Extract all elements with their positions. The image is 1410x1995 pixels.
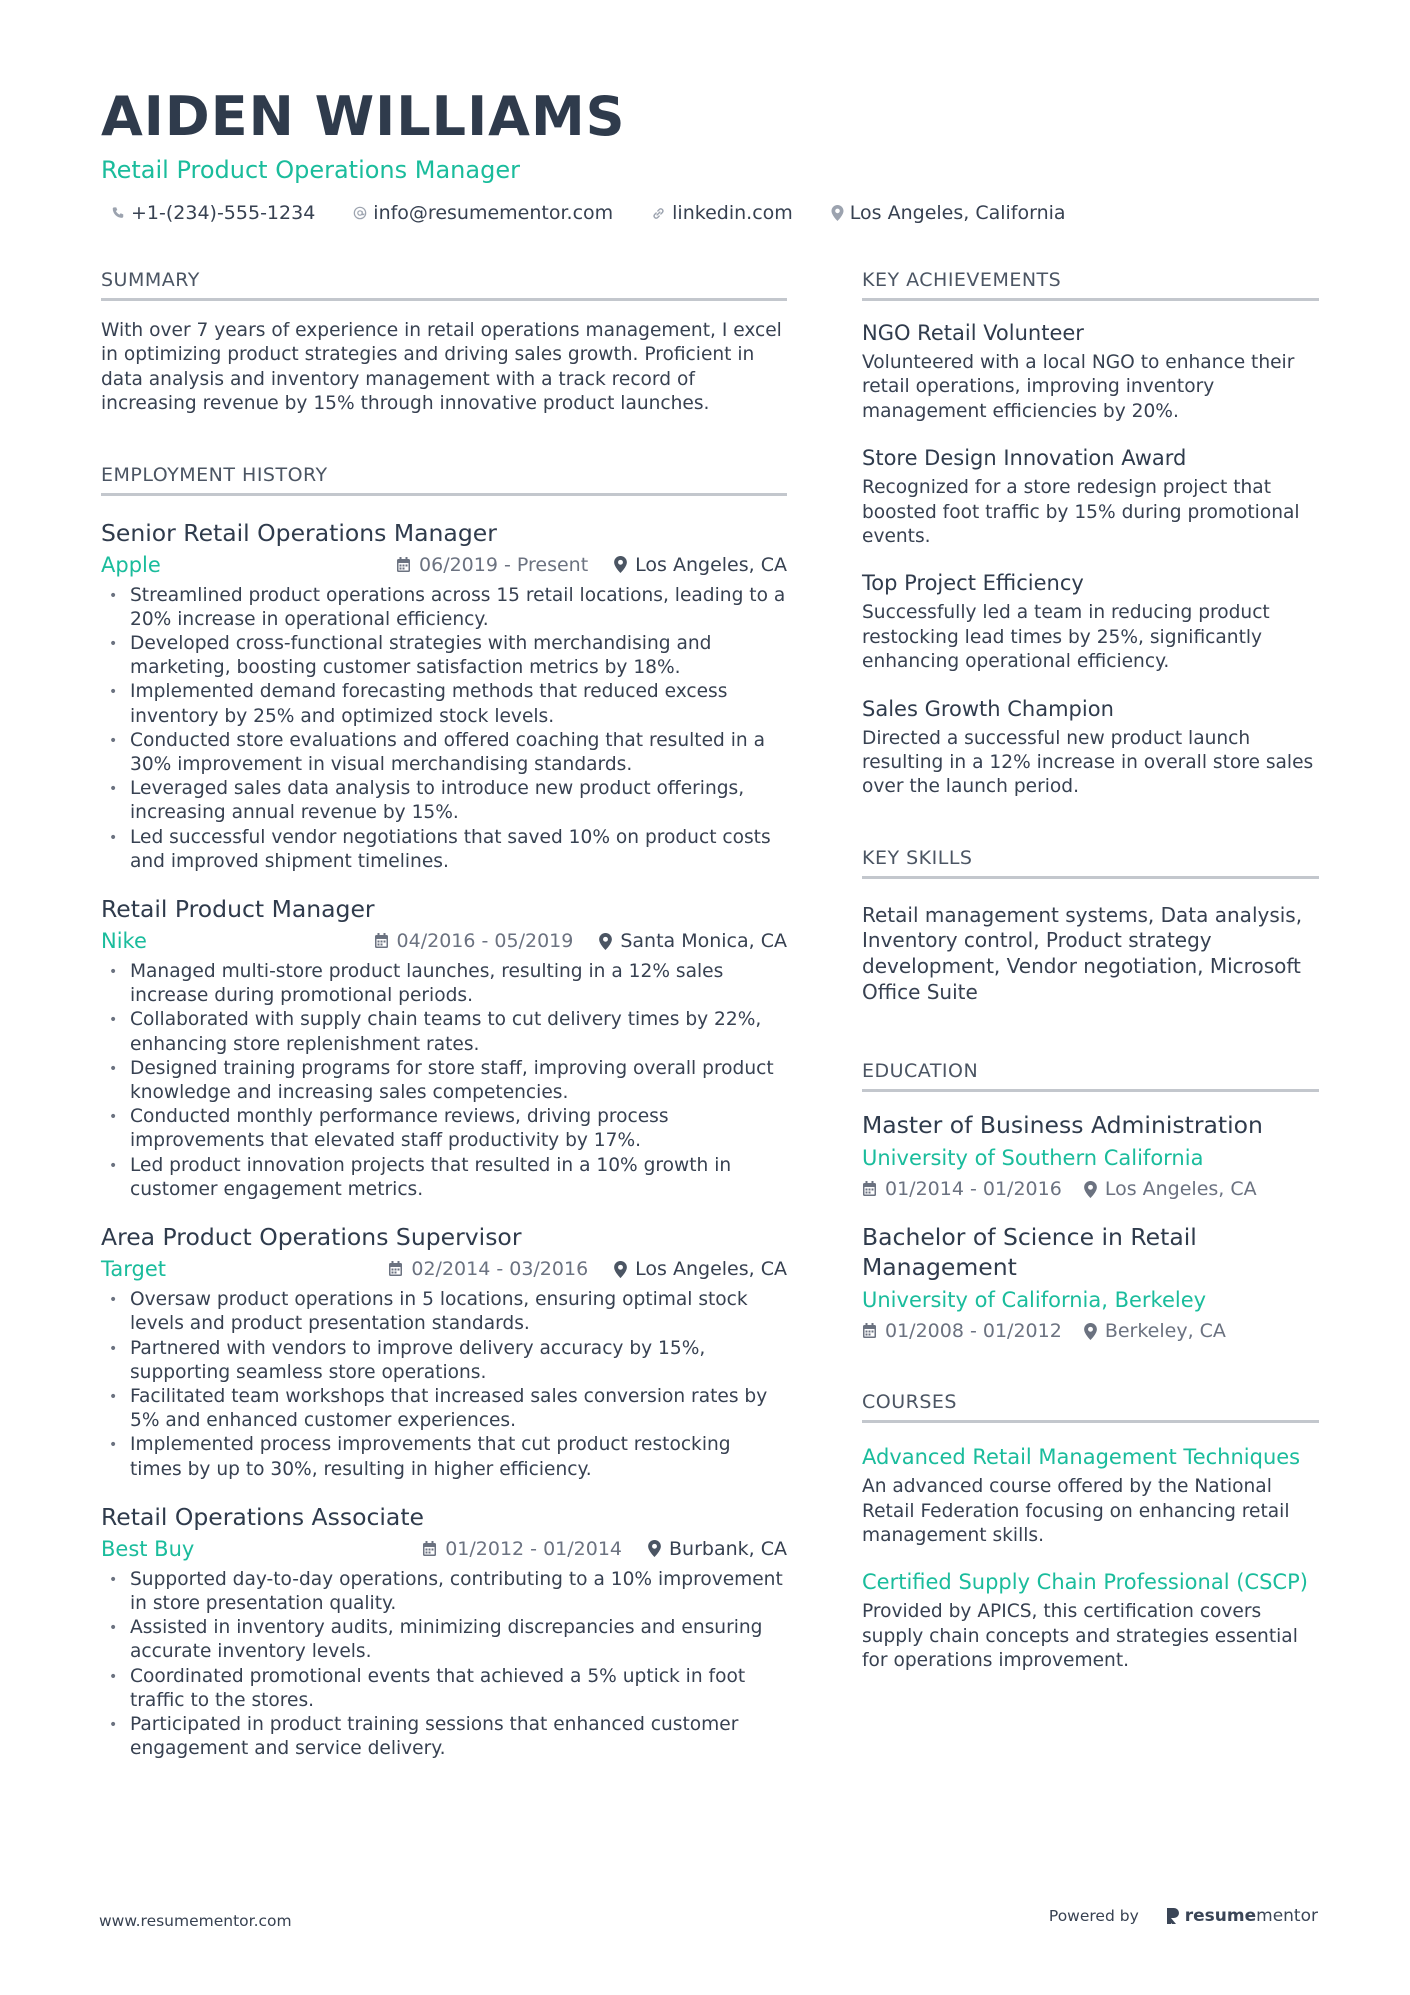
bullet-item: • Collaborated with supply chain teams to cut delivery times by 22%, enhancing store replenishment rates. bbox=[101, 1008, 787, 1056]
right-column bbox=[862, 268, 1319, 1674]
contact-bar bbox=[101, 202, 1321, 224]
achievement-title: Store Design Innovation Award bbox=[862, 446, 1187, 471]
education-school: University of California, Berkeley bbox=[862, 1288, 1207, 1313]
company-name: Nike bbox=[101, 929, 147, 954]
bullet-item: • Implemented demand forecasting methods that reduced excess inventory by 25% and optimized stock levels. bbox=[101, 680, 787, 728]
resume-header bbox=[101, 86, 1321, 224]
calendar-icon bbox=[862, 1323, 877, 1339]
job-title: Senior Retail Operations Manager bbox=[101, 518, 497, 547]
bullet-item: • Streamlined product operations across 15 retail locations, leading to a 20% increase in operational efficiency. bbox=[101, 584, 787, 632]
job-title: Area Product Operations Supervisor bbox=[101, 1223, 522, 1252]
bullet-item: • Managed multi-store product launches, resulting in a 12% sales increase during promotional periods. bbox=[101, 960, 787, 1008]
course-title: Certified Supply Chain Professional (CSCP) bbox=[862, 1570, 1308, 1595]
job-dates bbox=[374, 928, 574, 954]
company-name: Apple bbox=[101, 552, 161, 577]
bullet-item: • Developed cross-functional strategies with merchandising and marketing, boosting customer satisfaction metrics by 18%. bbox=[101, 632, 787, 680]
job-meta bbox=[396, 552, 787, 578]
job-dates-text: 06/2019 - Present bbox=[419, 553, 589, 576]
link-icon bbox=[651, 206, 666, 221]
education-item bbox=[862, 1110, 1319, 1202]
job-dates bbox=[422, 1536, 622, 1562]
education-location-text: Berkeley, CA bbox=[1104, 1320, 1226, 1343]
job-meta bbox=[374, 928, 787, 954]
job-dates-text: 02/2014 - 03/2016 bbox=[411, 1258, 589, 1281]
job-bullets bbox=[101, 960, 787, 1202]
calendar-icon bbox=[422, 1541, 437, 1557]
achievement-title: Sales Growth Champion bbox=[862, 696, 1114, 721]
achievement-item bbox=[862, 695, 1319, 800]
achievements-heading: KEY ACHIEVEMENTS bbox=[862, 268, 1319, 301]
job-info-row bbox=[101, 552, 787, 578]
job-info-row bbox=[101, 1536, 787, 1562]
contact-linkedin bbox=[651, 202, 793, 224]
job-meta bbox=[422, 1536, 787, 1562]
company-name: Best Buy bbox=[101, 1536, 195, 1561]
email-text: info@resumementor.com bbox=[373, 202, 614, 224]
map-pin-icon bbox=[831, 205, 844, 221]
bullet-item: • Led product innovation projects that resulted in a 10% growth in customer engagement metrics. bbox=[101, 1154, 787, 1202]
job-location-text: Burbank, CA bbox=[669, 1537, 787, 1560]
achievement-desc: Directed a successful new product launch resulting in a 12% increase in overall store sales over the launch period. bbox=[862, 727, 1314, 798]
job-location-text: Santa Monica, CA bbox=[620, 930, 787, 953]
contact-email bbox=[353, 202, 613, 224]
education-meta bbox=[862, 1318, 1319, 1344]
bullet-item: • Designed training programs for store staff, improving overall product knowledge and increasing sales competencies. bbox=[101, 1057, 787, 1105]
job-bullets bbox=[101, 584, 787, 874]
calendar-icon bbox=[374, 933, 389, 949]
education-dates bbox=[862, 1318, 1062, 1344]
summary-text: With over 7 years of experience in retail operations management, I excel in optimizing product strategies and driving sales growth. Proficient in data analysis and inventory management with a track record of increasing revenue by 15% through innovative product launches. bbox=[101, 320, 782, 415]
bullet-item: • Oversaw product operations in 5 locations, ensuring optimal stock levels and product presentation standards. bbox=[101, 1288, 787, 1336]
achievement-item bbox=[862, 319, 1319, 424]
job-dates bbox=[388, 1256, 588, 1282]
achievement-item bbox=[862, 569, 1319, 674]
map-pin-icon bbox=[1084, 1323, 1097, 1340]
map-pin-icon bbox=[1084, 1181, 1097, 1198]
brand-name-light: mentor bbox=[1256, 1906, 1318, 1926]
candidate-name: AIDEN WILLIAMS bbox=[101, 85, 626, 148]
achievement-desc: Successfully led a team in reducing product restocking lead times by 25%, significantly enhancing operational efficiency. bbox=[862, 602, 1270, 673]
contact-location bbox=[831, 202, 1066, 224]
education-dates-text: 01/2014 - 01/2016 bbox=[885, 1178, 1062, 1201]
education-dates-text: 01/2008 - 01/2012 bbox=[885, 1320, 1062, 1343]
course-title: Advanced Retail Management Techniques bbox=[862, 1445, 1301, 1470]
phone-icon bbox=[111, 206, 125, 220]
bullet-item: • Facilitated team workshops that increased sales conversion rates by 5% and enhanced customer experiences. bbox=[101, 1385, 787, 1433]
map-pin-icon bbox=[614, 1261, 627, 1278]
job-location bbox=[614, 552, 787, 578]
job-entry bbox=[101, 1502, 787, 1762]
bullet-item: • Supported day-to-day operations, contributing to a 10% improvement in store presentation quality. bbox=[101, 1568, 787, 1616]
phone-text: +1-(234)-555-1234 bbox=[131, 202, 316, 224]
footer-website: www.resumementor.com bbox=[99, 1912, 292, 1930]
course-desc: Provided by APICS, this certification covers supply chain concepts and strategies essential for operations improvement. bbox=[862, 1601, 1298, 1672]
bullet-item: • Leveraged sales data analysis to introduce new product offerings, increasing annual revenue by 15%. bbox=[101, 777, 787, 825]
achievement-title: Top Project Efficiency bbox=[862, 571, 1084, 596]
company-name: Target bbox=[101, 1257, 166, 1282]
resumementor-logo-icon bbox=[1165, 1906, 1181, 1926]
job-location bbox=[648, 1536, 787, 1562]
job-entry bbox=[101, 1222, 787, 1482]
job-info-row bbox=[101, 1256, 787, 1282]
job-entry bbox=[101, 894, 787, 1202]
calendar-icon bbox=[862, 1181, 877, 1197]
education-degree: Bachelor of Science in Retail Management bbox=[862, 1223, 1197, 1282]
skills-text: Retail management systems, Data analysis, Inventory control, Product strategy development, Vendor negotiation, Microsoft Office Suite bbox=[862, 902, 1303, 1004]
linkedin-text: linkedin.com bbox=[672, 202, 793, 224]
job-title: Retail Product Manager bbox=[101, 895, 375, 924]
footer-branding bbox=[1049, 1906, 1318, 1926]
course-desc: An advanced course offered by the National Retail Federation focusing on enhancing retail management skills. bbox=[862, 1476, 1290, 1547]
skills-heading: KEY SKILLS bbox=[862, 846, 1319, 879]
job-location-text: Los Angeles, CA bbox=[635, 1258, 787, 1281]
contact-phone bbox=[111, 202, 315, 224]
bullet-item: • Implemented process improvements that cut product restocking times by up to 30%, resulting in higher efficiency. bbox=[101, 1433, 787, 1481]
left-column bbox=[101, 268, 787, 1761]
bullet-item: • Conducted store evaluations and offered coaching that resulted in a 30% improvement in visual merchandising standards. bbox=[101, 729, 787, 777]
map-pin-icon bbox=[648, 1540, 661, 1557]
bullet-item: • Partnered with vendors to improve delivery accuracy by 15%, supporting seamless store operations. bbox=[101, 1337, 787, 1385]
job-location bbox=[599, 928, 787, 954]
calendar-icon bbox=[396, 557, 411, 573]
calendar-icon bbox=[388, 1261, 403, 1277]
education-location-text: Los Angeles, CA bbox=[1104, 1178, 1257, 1201]
education-location bbox=[1084, 1176, 1257, 1202]
education-school: University of Southern California bbox=[862, 1146, 1204, 1171]
bullet-item: • Coordinated promotional events that achieved a 5% uptick in foot traffic to the stores. bbox=[101, 1665, 787, 1713]
brand-logo bbox=[1165, 1906, 1318, 1926]
job-dates-text: 04/2016 - 05/2019 bbox=[396, 930, 574, 953]
job-location bbox=[614, 1256, 787, 1282]
bullet-item: • Led successful vendor negotiations that saved 10% on product costs and improved shipment timelines. bbox=[101, 826, 787, 874]
course-item bbox=[862, 1568, 1319, 1673]
powered-by-text: Powered by bbox=[1048, 1907, 1139, 1925]
bullet-item: • Conducted monthly performance reviews, driving process improvements that elevated staff productivity by 17%. bbox=[101, 1105, 787, 1153]
employment-heading: EMPLOYMENT HISTORY bbox=[101, 463, 787, 496]
achievement-item bbox=[862, 444, 1319, 549]
courses-heading: COURSES bbox=[862, 1390, 1319, 1423]
job-bullets bbox=[101, 1288, 787, 1482]
achievement-desc: Volunteered with a local NGO to enhance their retail operations, improving inventory management efficiencies by 20%. bbox=[862, 352, 1295, 422]
job-title: Retail Operations Associate bbox=[101, 1502, 424, 1531]
education-location bbox=[1084, 1318, 1226, 1344]
achievement-desc: Recognized for a store redesign project that boosted foot traffic by 15% during promotional events. bbox=[862, 477, 1300, 548]
summary-heading: SUMMARY bbox=[101, 268, 787, 301]
course-item bbox=[862, 1443, 1319, 1548]
location-text: Los Angeles, California bbox=[849, 202, 1066, 224]
map-pin-icon bbox=[614, 556, 627, 573]
job-meta bbox=[388, 1256, 787, 1282]
education-heading: EDUCATION bbox=[862, 1059, 1319, 1092]
achievement-title: NGO Retail Volunteer bbox=[862, 321, 1084, 345]
job-dates bbox=[396, 552, 588, 578]
education-dates bbox=[862, 1176, 1062, 1202]
at-sign-icon bbox=[353, 206, 367, 220]
education-meta bbox=[862, 1176, 1319, 1202]
job-dates-text: 01/2012 - 01/2014 bbox=[445, 1537, 623, 1560]
brand-name-bold: resume bbox=[1184, 1906, 1257, 1926]
map-pin-icon bbox=[599, 933, 612, 950]
bullet-item: • Participated in product training sessions that enhanced customer engagement and service delivery. bbox=[101, 1713, 787, 1761]
education-degree: Master of Business Administration bbox=[862, 1111, 1263, 1140]
job-location-text: Los Angeles, CA bbox=[635, 553, 787, 576]
job-entry bbox=[101, 518, 787, 874]
candidate-title: Retail Product Operations Manager bbox=[101, 156, 520, 184]
education-item bbox=[862, 1222, 1319, 1344]
job-info-row bbox=[101, 928, 787, 954]
bullet-item: • Assisted in inventory audits, minimizing discrepancies and ensuring accurate inventory levels. bbox=[101, 1616, 787, 1664]
job-bullets bbox=[101, 1568, 787, 1762]
